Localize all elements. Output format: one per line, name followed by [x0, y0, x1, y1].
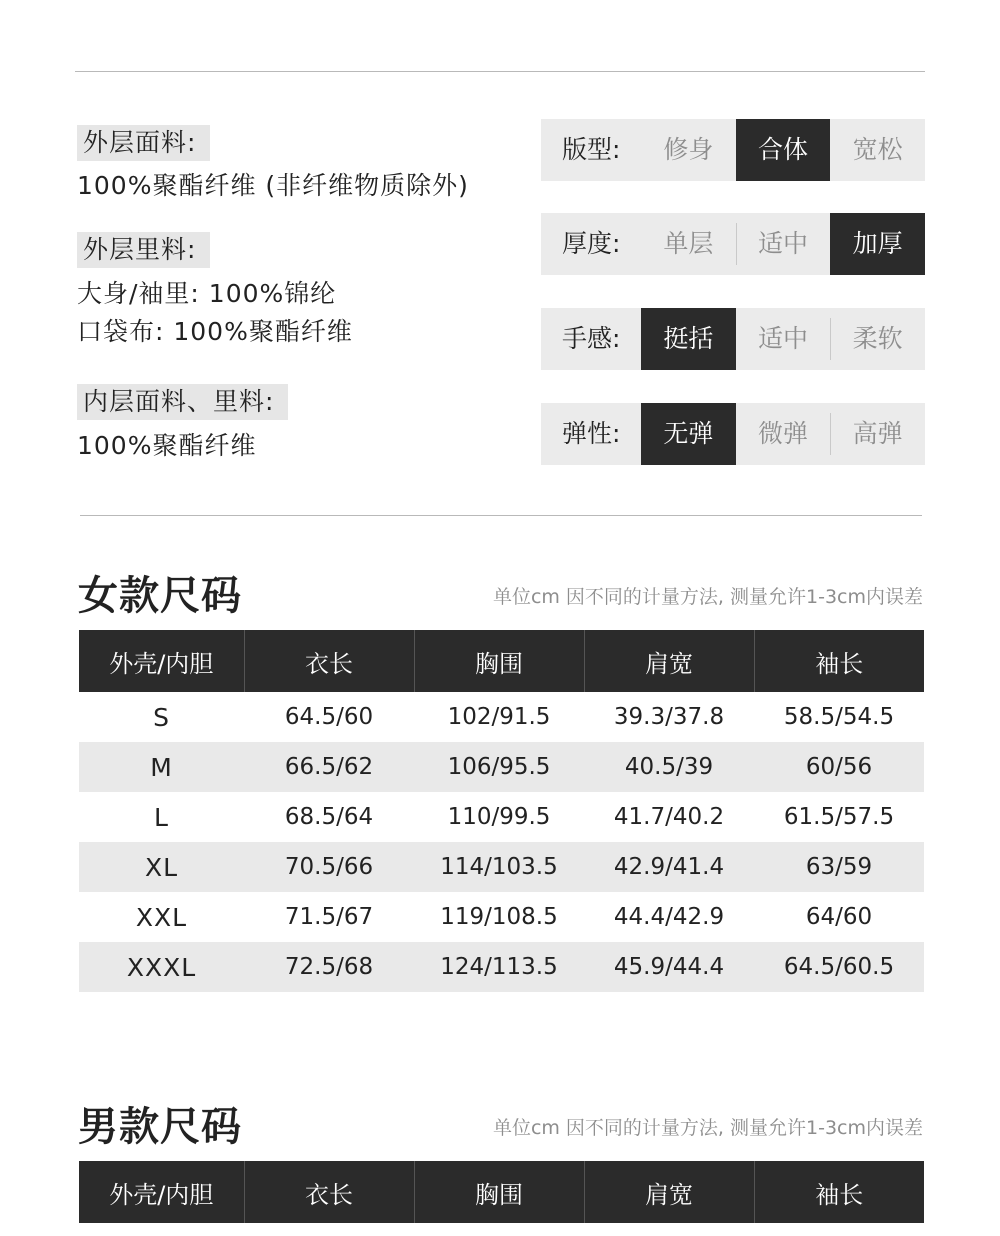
table-cell: 64.5/60.5 [754, 942, 924, 992]
table-cell: 119/108.5 [440, 904, 558, 930]
header-shoulder: 肩宽 [584, 1161, 754, 1223]
table-cell: 40.5/39 [584, 742, 754, 792]
table-header-row [79, 1161, 924, 1223]
table-cell: 102/91.5 [447, 704, 551, 730]
header-shell-liner: 外壳/内胆 [79, 1161, 244, 1223]
attr-row-feel [541, 308, 925, 370]
outer-lining-text-2: 口袋布: 100%聚酯纤维 [77, 317, 353, 346]
table-cell: 64/60 [805, 904, 873, 930]
table-row [79, 892, 924, 942]
option-crisp: 挺括 [641, 308, 736, 370]
table-cell: 41.7/40.2 [613, 804, 725, 830]
inner-fabric-text: 100%聚酯纤维 [77, 431, 257, 460]
inner-fabric-label: 内层面料、里料: [77, 384, 288, 420]
outer-fabric-text: 100%聚酯纤维 (非纤维物质除外) [77, 171, 469, 200]
table-row [79, 842, 924, 892]
table-cell: 61.5/57.5 [783, 804, 895, 830]
table-row [79, 742, 924, 792]
option-thick: 加厚 [830, 213, 925, 275]
size-cell: XXXL [79, 942, 244, 992]
header-shoulder: 肩宽 [584, 630, 754, 692]
size-cell: XL [79, 842, 244, 892]
men-size-note: 单位cm 因不同的计量方法, 测量允许1-3cm内误差 [492, 1117, 923, 1139]
table-cell: 66.5/62 [244, 742, 414, 792]
option-soft: 柔软 [830, 308, 925, 370]
table-row [79, 692, 924, 742]
option-high-stretch: 高弹 [830, 403, 925, 465]
attr-row-elasticity [541, 403, 925, 465]
women-size-title: 女款尺码 [78, 573, 242, 619]
option-slim: 修身 [663, 135, 714, 164]
table-cell: 68.5/64 [284, 804, 374, 830]
attr-row-thickness [541, 213, 925, 275]
option-medium: 适中 [736, 213, 831, 275]
header-length: 衣长 [244, 1161, 414, 1223]
size-cell: L [154, 802, 169, 832]
outer-fabric-label: 外层面料: [77, 125, 210, 161]
size-cell: S [153, 702, 170, 732]
attr-name: 手感: [562, 324, 621, 353]
men-size-table [79, 1161, 924, 1223]
table-cell: 114/103.5 [414, 842, 584, 892]
top-divider [75, 71, 925, 72]
header-sleeve: 袖长 [754, 630, 924, 692]
size-cell: XXL [135, 902, 188, 932]
table-cell: 70.5/66 [244, 842, 414, 892]
table-row [79, 942, 924, 992]
header-sleeve: 袖长 [754, 1161, 924, 1223]
men-size-title: 男款尺码 [78, 1104, 242, 1150]
header-shell-liner: 外壳/内胆 [79, 630, 244, 692]
attr-name: 版型: [562, 135, 621, 164]
header-chest: 胸围 [414, 1161, 584, 1223]
option-no-stretch: 无弹 [641, 403, 736, 465]
table-cell: 124/113.5 [414, 942, 584, 992]
section-divider [80, 515, 922, 516]
attr-name: 弹性: [562, 419, 621, 448]
table-cell: 60/56 [754, 742, 924, 792]
women-size-table [79, 630, 924, 992]
table-cell: 71.5/67 [284, 904, 374, 930]
women-size-note: 单位cm 因不同的计量方法, 测量允许1-3cm内误差 [492, 586, 923, 608]
header-length: 衣长 [244, 630, 414, 692]
option-regular: 合体 [736, 119, 831, 181]
table-cell: 63/59 [754, 842, 924, 892]
table-cell: 39.3/37.8 [613, 704, 725, 730]
outer-lining-label: 外层里料: [77, 232, 210, 268]
table-header-row [79, 630, 924, 692]
table-cell: 58.5/54.5 [783, 704, 895, 730]
option-loose: 宽松 [852, 135, 903, 164]
attr-row-fit [541, 119, 925, 181]
table-cell: 42.9/41.4 [584, 842, 754, 892]
table-cell: 110/99.5 [447, 804, 551, 830]
table-cell: 106/95.5 [414, 742, 584, 792]
table-cell: 64.5/60 [284, 704, 374, 730]
size-cell: M [79, 742, 244, 792]
outer-lining-text-1: 大身/袖里: 100%锦纶 [77, 279, 337, 308]
header-chest: 胸围 [414, 630, 584, 692]
option-single-layer: 单层 [663, 229, 714, 258]
option-slight-stretch: 微弹 [758, 419, 809, 448]
option-medium: 适中 [758, 324, 809, 353]
table-cell: 45.9/44.4 [584, 942, 754, 992]
table-cell: 44.4/42.9 [613, 904, 725, 930]
table-cell: 72.5/68 [244, 942, 414, 992]
attr-name: 厚度: [562, 229, 621, 258]
table-row [79, 792, 924, 842]
